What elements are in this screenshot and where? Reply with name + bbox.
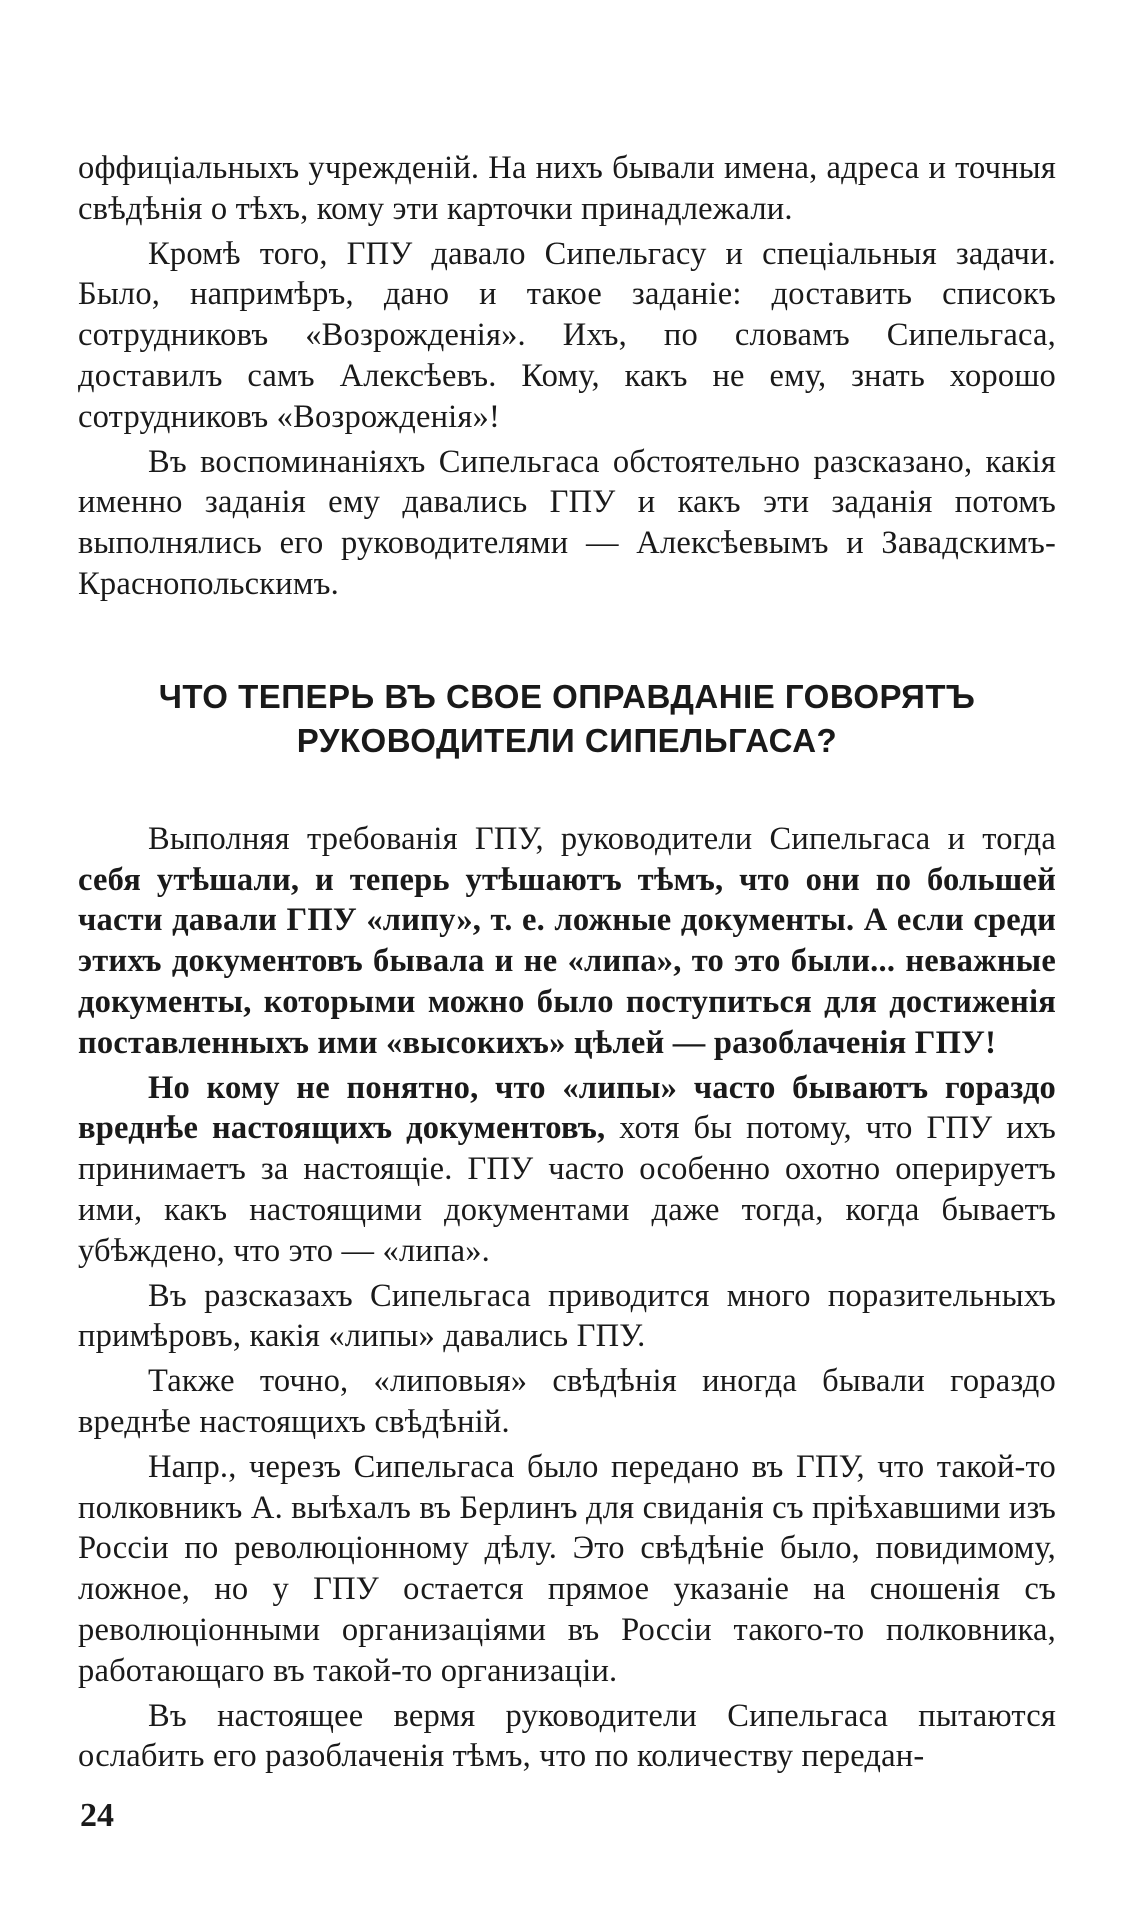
page-body: [78, 148, 1056, 1777]
paragraph-continuation: оффиціальныхъ учрежденій. На нихъ бывали имена, адреса и точныя свѣдѣнія о тѣхъ, кому эти карточки принадлежали.: [78, 150, 1056, 227]
page-number: 24: [80, 1797, 114, 1834]
paragraph-excuse-bold: себя утѣшали, и теперь утѣшаютъ тѣмъ, что они по большей части давали ГПУ «липу», т. е. ложные документы. А если среди этихъ документовъ бывала и не «липа», то это были... неважные документы, которыми можно было поступиться для достиженія поставленныхъ ими «высокихъ» цѣлей — разоблаченія ГПУ!: [78, 861, 1056, 1061]
paragraph-special-tasks: Кромѣ того, ГПУ давало Сипельгасу и спеціальныя задачи. Было, напримѣръ, дано и такое заданіе: доставить списокъ сотрудниковъ «Возрожденія». Ихъ, по словамъ Сипельгаса, доставилъ самъ Алексѣевъ. Кому, какъ не ему, знать хорошо сотрудниковъ «Возрожденія»!: [78, 235, 1056, 435]
paragraph-lipa-rest: хотя бы потому, что ГПУ ихъ принимаетъ за настоящіе. ГПУ часто особенно охотно оперируетъ ими, какъ настоящими документами даже тогда, когда бываетъ убѣждено, что это — «липа».: [78, 1110, 1056, 1269]
paragraph-colonel: Напр., черезъ Сипельгаса было передано въ ГПУ, что такой-то полковникъ А. выѣхалъ въ Берлинъ для свиданія съ пріѣхавшими изъ Россіи по революціонному дѣлу. Это свѣдѣніе было, повидимому, ложное, но у ГПУ остается прямое указаніе на сношенія съ революціонными организаціями въ Россіи такого-то полковника, работающаго въ такой-то организаціи.: [78, 1448, 1056, 1689]
paragraph-lipa-bold: Но кому не понятно, что «липы» часто бываютъ гораздо вреднѣе настоящихъ документовъ,: [78, 1069, 1056, 1147]
paragraph-excuse-lead: Выполняя требованія ГПУ, руководители Сипельгаса и тогда: [148, 820, 1056, 857]
paragraph-memoirs: Въ воспоминаніяхъ Сипельгаса обстоятельно разсказано, какія именно заданія ему давались ГПУ и какъ эти заданія потомъ выполнялись его руководителями — Алексѣевымъ и Завадскимъ-Краснопольскимъ.: [78, 443, 1056, 602]
paragraph-present: Въ настоящее вермя руководители Сипельгаса пытаются ослабить его разоблаченія тѣмъ, что по количеству передан-: [78, 1697, 1056, 1775]
section-heading: [78, 675, 1056, 763]
section-heading-line-1: ЧТО ТЕПЕРЬ ВЪ СВОЕ ОПРАВДАНІЕ ГОВОРЯТЪ: [158, 677, 976, 715]
paragraph-excuse: [78, 819, 1056, 1064]
paragraph-lipovye: Также точно, «липовыя» свѣдѣнія иногда бывали гораздо вреднѣе настоящихъ свѣдѣній.: [78, 1363, 1056, 1440]
paragraph-lipa: [78, 1068, 1056, 1272]
paragraph-examples: Въ разсказахъ Сипельгаса приводится много поразительныхъ примѣровъ, какія «липы» давались ГПУ.: [78, 1277, 1056, 1355]
section-heading-line-2: РУКОВОДИТЕЛИ СИПЕЛЬГАСА?: [296, 721, 838, 759]
